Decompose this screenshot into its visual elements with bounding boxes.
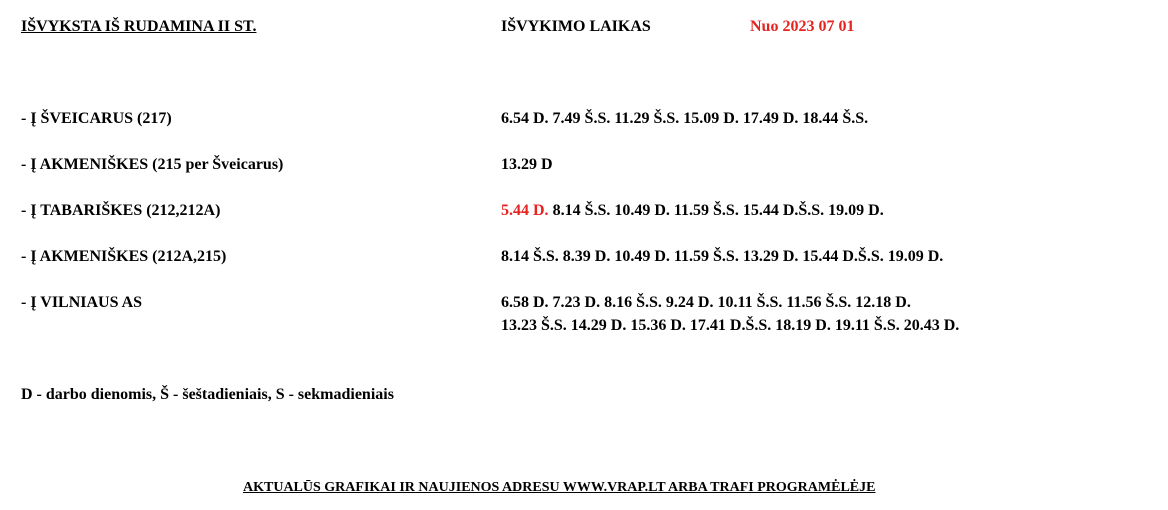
departure-time-heading: IŠVYKIMO LAIKAS <box>501 18 651 35</box>
route-label-sveicarus: - Į ŠVEICARUS (217) <box>21 110 172 127</box>
route-label-tabariskes: - Į TABARIŠKES (212,212A) <box>21 202 221 219</box>
route-times-vilniaus-as-line1: 6.58 D. 7.23 D. 8.16 Š.S. 9.24 D. 10.11 Š.S. 11.56 Š.S. 12.18 D. <box>501 294 911 311</box>
highlighted-departure-time: 5.44 D. <box>501 202 549 219</box>
footer-website-note: AKTUALŪS GRAFIKAI IR NAUJIENOS ADRESU WWW.VRAP.LT ARBA TRAFI PROGRAMĖLĖJE <box>243 480 876 495</box>
departure-stop-heading: IŠVYKSTA IŠ RUDAMINA II ST. <box>21 18 257 35</box>
valid-from-date: Nuo 2023 07 01 <box>750 18 855 35</box>
schedule-legend: D - darbo dienomis, Š - šeštadieniais, S - sekmadieniais <box>21 386 394 403</box>
route-label-akmeniskes-215: - Į AKMENIŠKES (215 per Šveicarus) <box>21 156 284 173</box>
route-times-rest: 8.14 Š.S. 10.49 D. 11.59 Š.S. 15.44 D.Š.S. 19.09 D. <box>548 202 884 219</box>
route-label-vilniaus-as: - Į VILNIAUS AS <box>21 294 143 311</box>
route-times-sveicarus: 6.54 D. 7.49 Š.S. 11.29 Š.S. 15.09 D. 17.49 D. 18.44 Š.S. <box>501 110 869 127</box>
route-times-vilniaus-as-line2: 13.23 Š.S. 14.29 D. 15.36 D. 17.41 D.Š.S. 18.19 D. 19.11 Š.S. 20.43 D. <box>501 317 960 334</box>
route-times-tabariskes <box>501 200 884 222</box>
route-label-akmeniskes-212a: - Į AKMENIŠKES (212A,215) <box>21 248 227 265</box>
route-times-akmeniskes-215: 13.29 D <box>501 156 553 173</box>
route-times-akmeniskes-212a: 8.14 Š.S. 8.39 D. 10.49 D. 11.59 Š.S. 13.29 D. 15.44 D.Š.S. 19.09 D. <box>501 248 944 265</box>
